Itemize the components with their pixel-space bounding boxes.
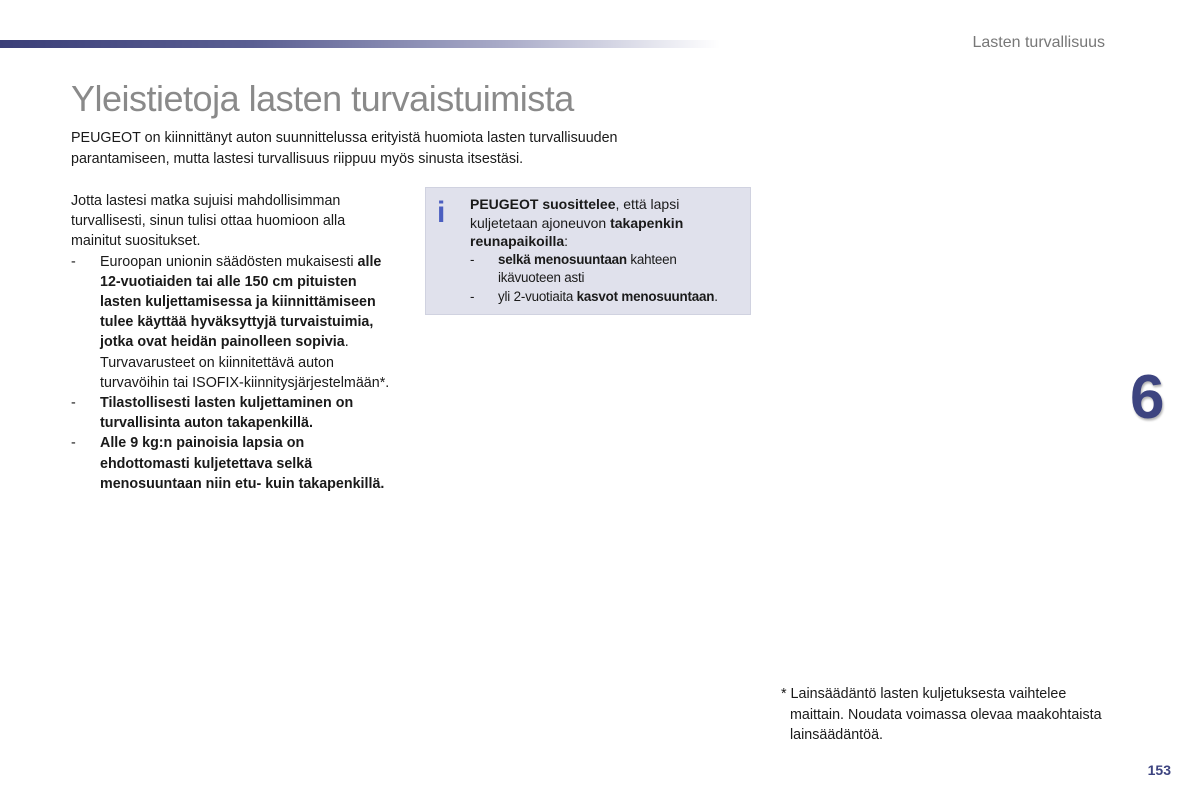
item-bold: alle 12-vuotiaiden tai alle 150 cm pituisten lasten kuljettamisessa ja kiinnittämiseen tulee käyttää hyväksyttyjä turvaistuimia, jotka ovat heidän painolleen sopivia [100, 253, 382, 351]
recommendations-lead: Jotta lastesi matka sujuisi mahdollisimman turvallisesti, sinun tulisi ottaa huomioon alla mainitut suositukset. [71, 193, 346, 250]
info-item-text: kahteen ikävuoteen asti [498, 251, 677, 285]
item-suffix: . Turvavarusteet on kiinnitettävä auton turvavöihin tai ISOFIX-kiinnitysjärjestelmään*. [100, 334, 390, 391]
item-prefix: Euroopan unionin säädösten mukaisesti [100, 253, 358, 270]
info-item-bold: selkä menosuuntaan [498, 251, 627, 267]
info-box [425, 187, 751, 315]
info-lead-bold: PEUGEOT suosittelee [470, 196, 616, 212]
dash-bullet: - [71, 395, 76, 412]
info-item-text: yli 2-vuotiaita [498, 288, 577, 304]
page-title: Yleistietoja lasten turvaistuimista [71, 78, 574, 119]
recommendations-column [71, 191, 391, 494]
info-text [470, 195, 742, 306]
list-item [71, 433, 391, 494]
dash-bullet: - [470, 288, 475, 304]
section-name: Lasten turvallisuus [972, 34, 1105, 51]
info-item-bold: kasvot menosuuntaan [576, 288, 715, 304]
page-number: 153 [1147, 762, 1171, 778]
item-bold: Tilastollisesti lasten kuljettaminen on turvallisinta auton takapenkillä. [100, 395, 354, 432]
item-bold: Alle 9 kg:n painoisia lapsia on ehdottomasti kuljetettava selkä menosuuntaan niin etu- kuin takapenkillä. [100, 435, 385, 492]
dash-bullet: - [71, 435, 76, 452]
chapter-number: 6 [1130, 363, 1165, 432]
dash-bullet: - [470, 251, 475, 267]
recommendations-list [71, 252, 391, 494]
dash-bullet: - [71, 253, 76, 270]
info-lead-text: , että lapsi kuljetetaan ajoneuvon [470, 196, 680, 231]
header-gradient-bar [0, 40, 720, 48]
list-item [71, 393, 391, 433]
info-item-end: . [714, 288, 718, 304]
footnote: * Lainsäädäntö lasten kuljetuksesta vaihtelee maittain. Noudata voimassa olevaa maakohtaista lainsäädäntöä. [781, 686, 1102, 743]
intro-paragraph: PEUGEOT on kiinnittänyt auton suunnittelussa erityistä huomiota lasten turvallisuuden parantamiseen, mutta lastesi turvallisuus riippuu myös sinusta itsestäsi. [71, 130, 618, 167]
info-lead-bold-2: takapenkin reunapaikoilla [470, 214, 684, 249]
info-lead-colon: : [564, 233, 569, 249]
info-lead [470, 195, 742, 251]
list-item [71, 252, 391, 393]
list-item [470, 251, 742, 288]
list-item [470, 288, 742, 307]
info-list [470, 251, 742, 307]
info-icon: i [437, 196, 446, 229]
